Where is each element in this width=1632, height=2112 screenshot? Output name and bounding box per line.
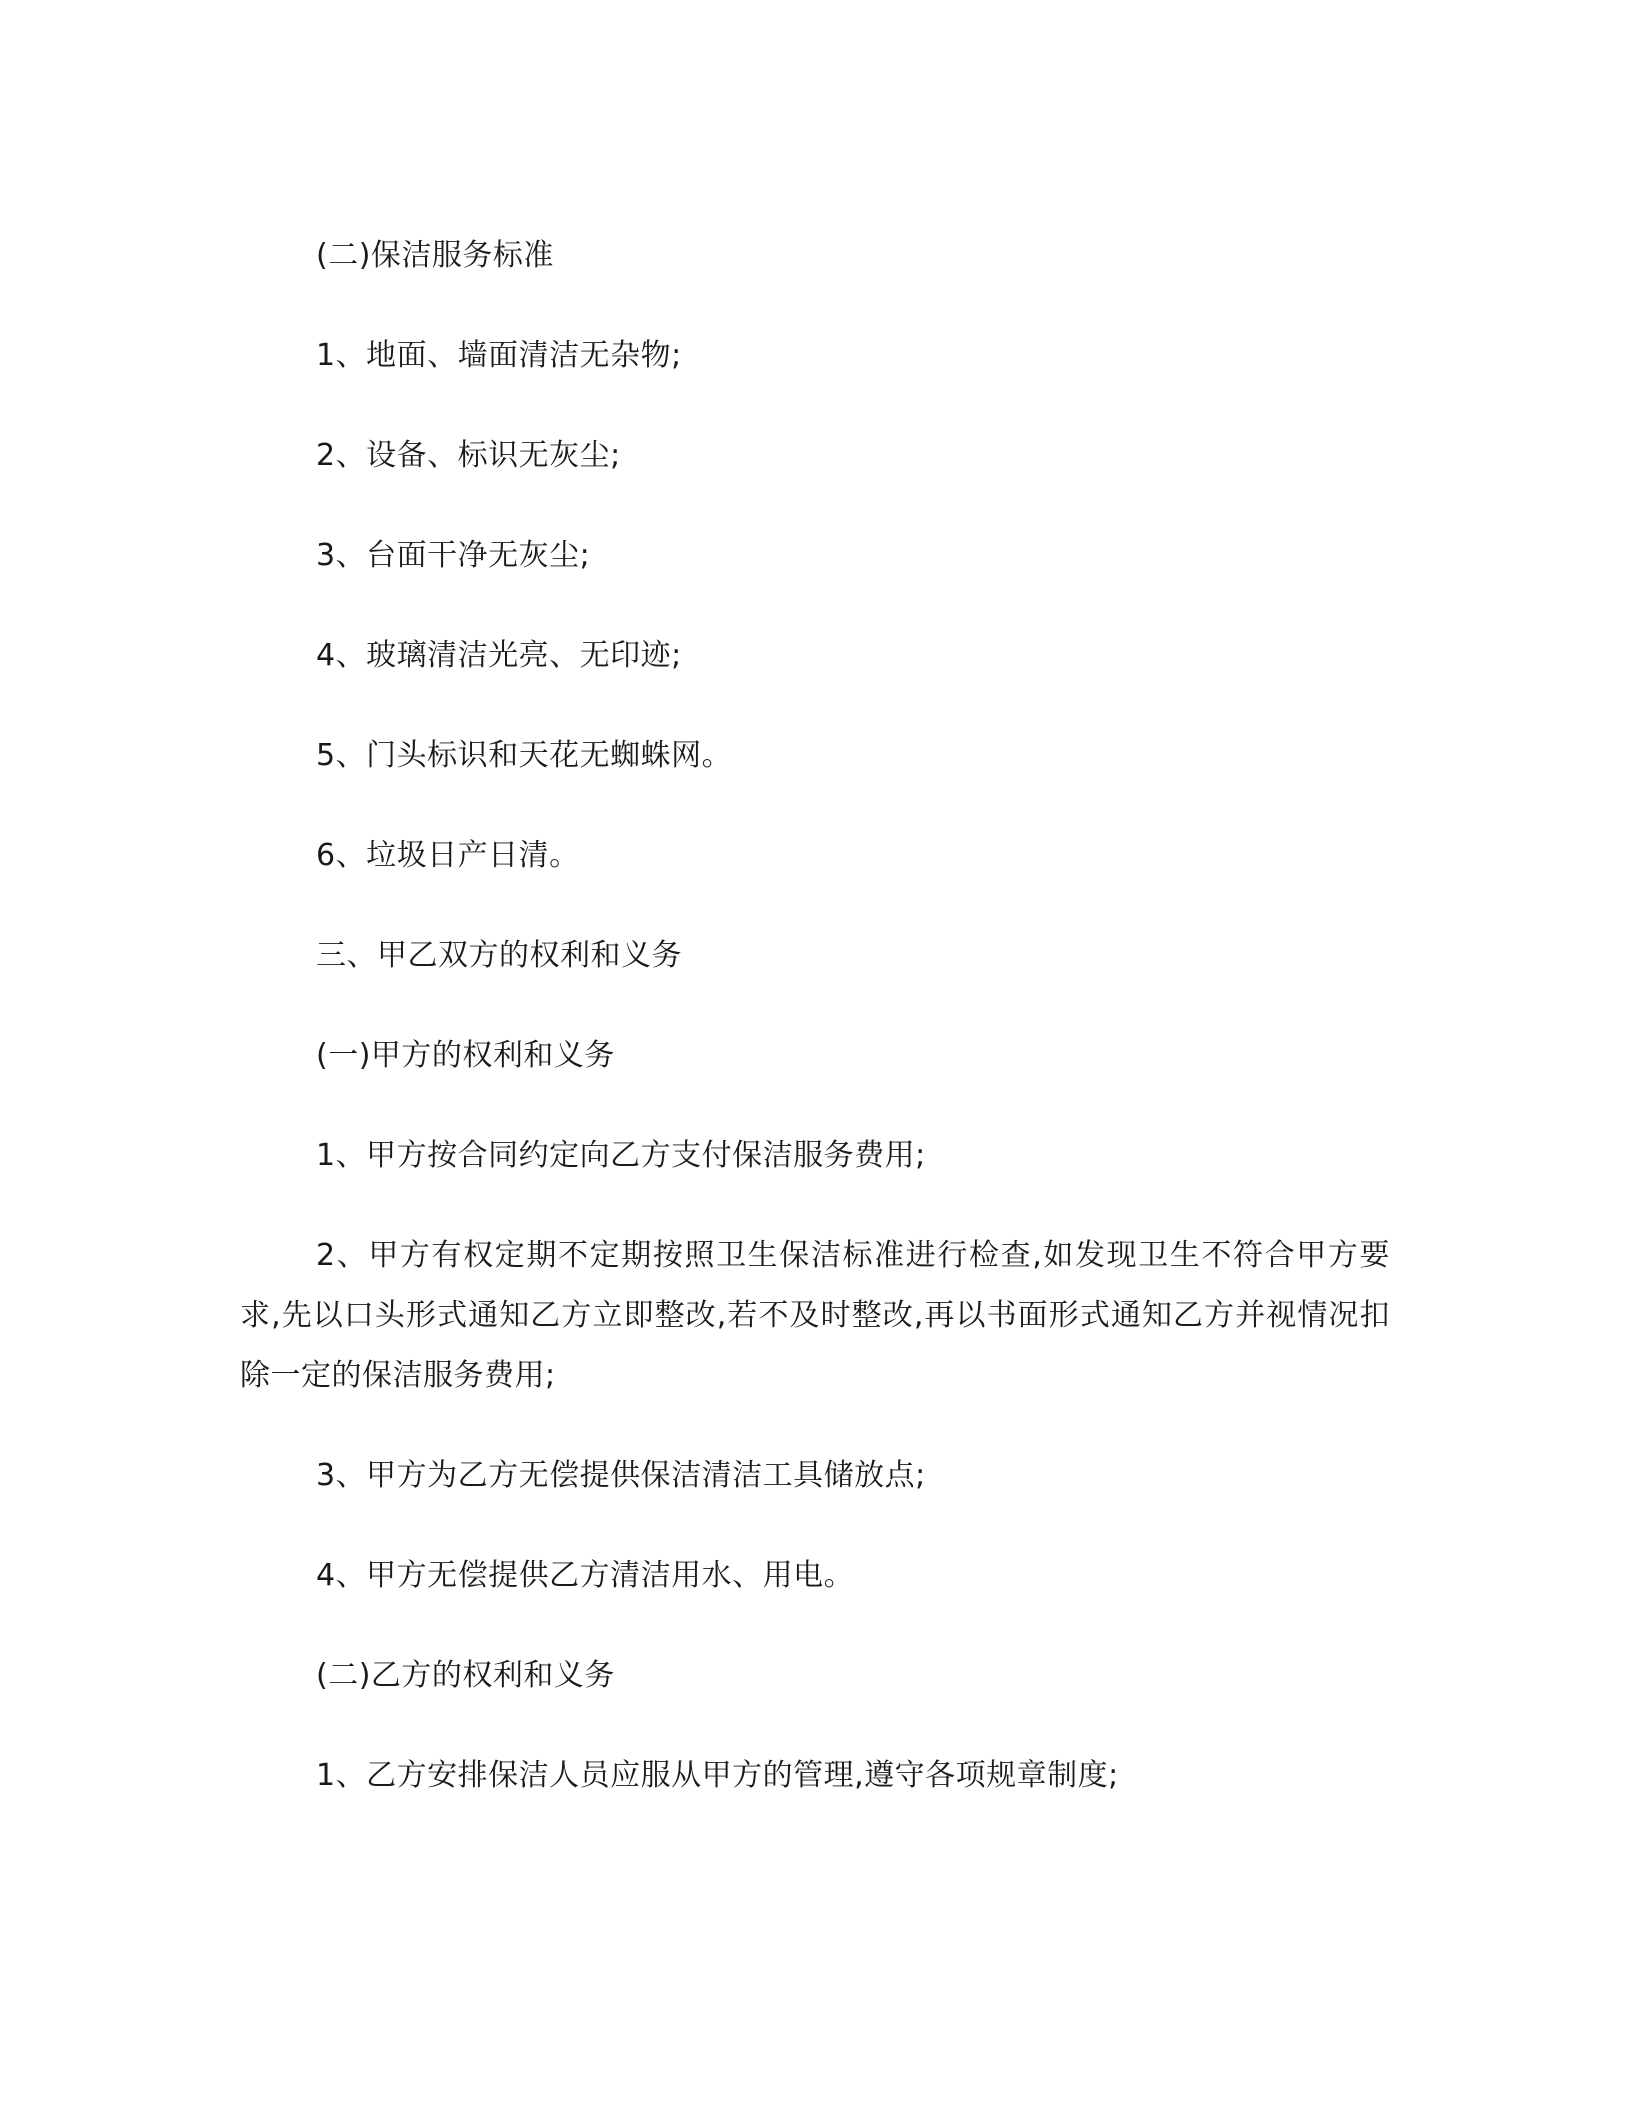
party-b-item-1: 1、乙方安排保洁人员应服从甲方的管理,遵守各项规章制度; <box>316 1758 1119 1793</box>
standard-item-5: 5、门头标识和天花无蜘蛛网。 <box>316 738 733 773</box>
section-heading-cleaning-standards: (二)保洁服务标准 <box>316 238 554 273</box>
party-a-item-3: 3、甲方为乙方无偿提供保洁清洁工具储放点; <box>316 1458 926 1493</box>
subsection-heading-party-a: (一)甲方的权利和义务 <box>316 1038 615 1073</box>
standard-item-6: 6、垃圾日产日清。 <box>316 838 580 873</box>
party-a-item-4: 4、甲方无偿提供乙方清洁用水、用电。 <box>316 1558 855 1593</box>
standard-item-1: 1、地面、墙面清洁无杂物; <box>316 338 682 373</box>
standard-item-3: 3、台面干净无灰尘; <box>316 538 591 573</box>
standard-item-2: 2、设备、标识无灰尘; <box>316 438 621 473</box>
subsection-heading-party-b: (二)乙方的权利和义务 <box>316 1658 615 1693</box>
section-heading-rights-obligations: 三、甲乙双方的权利和义务 <box>316 938 682 973</box>
standard-item-4: 4、玻璃清洁光亮、无印迹; <box>316 638 682 673</box>
party-a-item-2: 2、甲方有权定期不定期按照卫生保洁标准进行检查,如发现卫生不符合甲方要求,先以口头形式通知乙方立即整改,若不及时整改,再以书面形式通知乙方并视情况扣除一定的保洁服务费用; <box>240 1238 1390 1393</box>
party-a-item-1: 1、甲方按合同约定向乙方支付保洁服务费用; <box>316 1138 926 1173</box>
